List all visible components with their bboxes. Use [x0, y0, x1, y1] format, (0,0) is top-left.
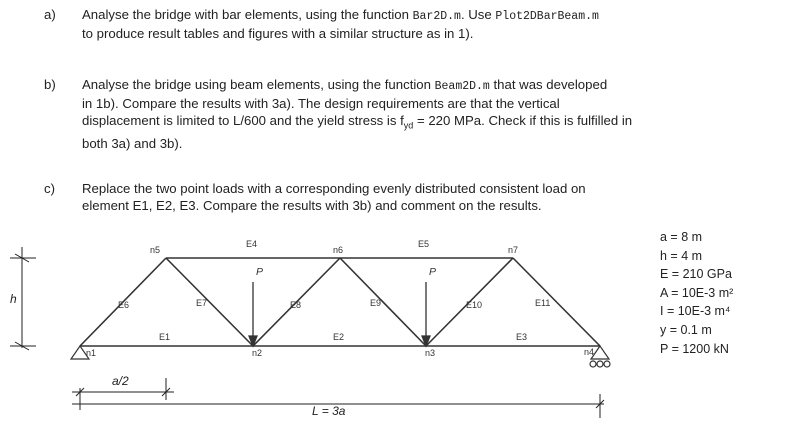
- text-line: Replace the two point loads with a corresponding evenly distributed consistent load on: [82, 181, 586, 196]
- diagonal-member: [340, 258, 426, 346]
- parameter-list: [660, 228, 733, 358]
- text-line: Analyse the bridge with bar elements, using the function Bar2D.m. Use Plot2DBarBeam.m: [82, 7, 599, 23]
- element-label: E3: [516, 332, 528, 342]
- node-label: n1: [86, 348, 97, 358]
- node-label: n3: [425, 348, 436, 358]
- parameter-h: h = 4 m: [660, 248, 703, 263]
- parameter-a: a = 8 m: [660, 230, 703, 244]
- node-label: n6: [333, 245, 344, 255]
- element-label: E7: [196, 298, 208, 308]
- element-label: E2: [333, 332, 345, 342]
- parameter-p: P = 1200 kN: [660, 341, 729, 356]
- parameter-e: E = 210 GPa: [660, 267, 732, 282]
- element-label: E10: [466, 300, 483, 310]
- question-label: a): [44, 7, 56, 22]
- node-label: n7: [508, 245, 519, 255]
- height-label: h: [10, 292, 17, 306]
- half-panel-label: a/2: [112, 374, 129, 388]
- span-label: L = 3a: [312, 404, 346, 418]
- text-line: element E1, E2, E3. Compare the results with 3b) and comment on the results.: [82, 198, 542, 213]
- parameter-y: y = 0.1 m: [660, 322, 712, 337]
- element-label: E1: [159, 332, 171, 342]
- question-label: b): [44, 77, 56, 92]
- element-label: E9: [370, 298, 382, 308]
- element-label: E6: [118, 300, 130, 310]
- load-label: P: [429, 266, 437, 278]
- text-line: Analyse the bridge using beam elements, using the function Beam2D.m that was developed: [82, 77, 608, 93]
- element-label: E8: [290, 300, 302, 310]
- element-label: E4: [246, 239, 258, 249]
- element-label: E5: [418, 239, 430, 249]
- node-label: n2: [252, 348, 263, 358]
- node-label: n4: [584, 347, 595, 357]
- load-label: P: [256, 266, 264, 278]
- diagonal-member: [166, 258, 253, 346]
- text-line: in 1b). Compare the results with 3a). The design requirements are that the vertical: [82, 96, 560, 111]
- element-label: E11: [535, 298, 551, 308]
- parameter-area: A = 10E-3 m²: [660, 285, 734, 300]
- node-label: n5: [150, 245, 161, 255]
- text-line: to produce result tables and figures with a similar structure as in 1).: [82, 26, 474, 41]
- question-label: c): [44, 181, 55, 196]
- text-line: both 3a) and 3b).: [82, 135, 183, 151]
- text-line: displacement is limited to L/600 and the yield stress is $f_{yd} = 220$ MPa. Check if this is fulfilled in: [82, 113, 633, 131]
- parameter-inertia: I = 10E-3 m⁴: [660, 304, 731, 319]
